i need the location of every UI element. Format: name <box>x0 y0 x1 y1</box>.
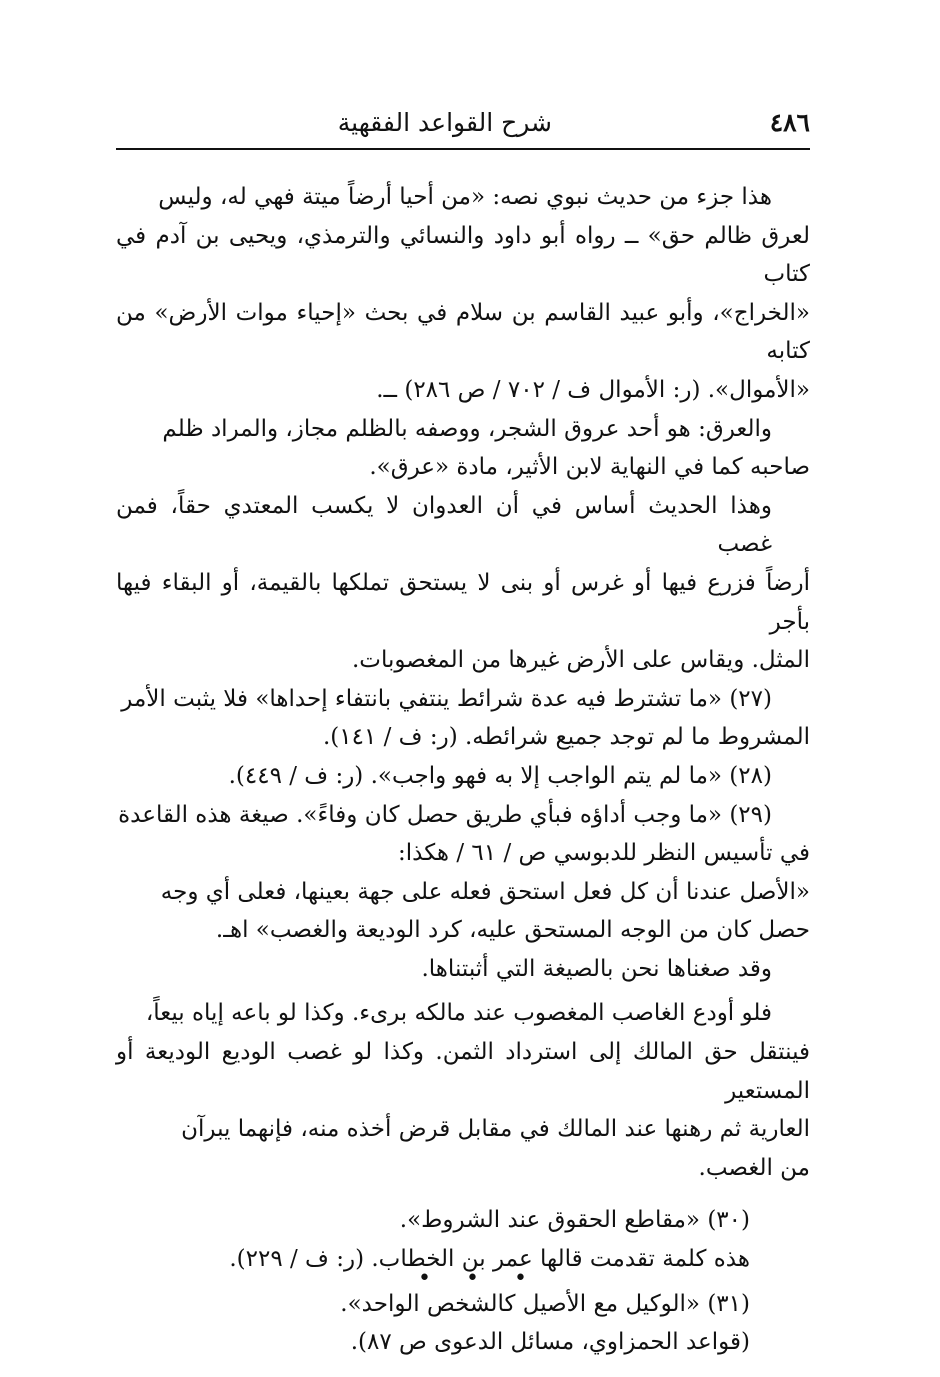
text-line: وقد صغناها نحن بالصيغة التي أثبتناها. <box>421 955 772 982</box>
end-ornament: • • • <box>418 1266 541 1291</box>
text-line: المشروط ما لم توجد جميع شرائطه. (ر: ف / ١٤١). <box>322 724 810 751</box>
text-line: من الغصب. <box>698 1154 810 1181</box>
text-line: في تأسيس النظر للدبوسي ص / ٦١ / هكذا: <box>398 840 810 867</box>
text-line: فلو أودع الغاصب المغصوب عند مالكه برىء. وكذا لو باعه إياه بيعاً، <box>145 1000 772 1027</box>
text-line: «الخراج»، وأبو عبيد القاسم بن سلام في بحث «إحياء موات الأرض» من كتابه <box>116 299 810 365</box>
text-line: والعرق: هو أحد عروق الشجر، ووصفه بالظلم مجاز، والمراد ظلم <box>162 415 772 442</box>
text-line: (قواعد الحمزاوي، مسائل الدعوى ص ٨٧). <box>350 1329 750 1356</box>
text-line: أرضاً فزرع فيها أو غرس أو بنى لا يستحق تملكها بالقيمة، أو البقاء فيها بأجر <box>116 569 810 635</box>
page-header <box>116 108 810 146</box>
text-line: (٣١) «الوكيل مع الأصيل كالشخص الواحد». <box>340 1290 750 1317</box>
text-line: (٢٨) «ما لم يتم الواجب إلا به فهو واجب». (ر: ف / ٤٤٩). <box>228 762 772 789</box>
text-line: المثل. ويقاس على الأرض غيرها من المغصوبات. <box>351 647 810 674</box>
page-body <box>116 178 810 1362</box>
text-line: العارية ثم رهنها عند المالك في مقابل قرض أخذه منه، فإنهما يبرآن <box>181 1116 810 1143</box>
text-line: صاحبه كما في النهاية لابن الأثير، مادة «عرق». <box>369 454 810 481</box>
text-line: لعرق ظالم حق» ــ رواه أبو داود والنسائي والترمذي، ويحيى بن آدم في كتاب <box>116 222 810 288</box>
text-line: (٢٩) «ما وجب أداؤه فبأي طريق حصل كان وفاءً». صيغة هذه القاعدة <box>118 801 772 828</box>
text-line: هذه كلمة تقدمت قالها عمر بن الخطاب. (ر: ف / ٢٢٩). <box>229 1246 750 1273</box>
running-title: شرح القواعد الفقهية <box>337 108 552 137</box>
text-line: «الأموال». (ر: الأموال ف / ٧٠٢ / ص ٢٨٦) ــ. <box>376 376 810 403</box>
text-line: (٣٠) «مقاطع الحقوق عند الشروط». <box>399 1207 750 1234</box>
header-rule <box>116 148 810 150</box>
spacer <box>116 1187 810 1201</box>
text-line: هذا جزء من حديث نبوي نصه: «من أحيا أرضاً ميتة فهي له، وليس <box>158 184 772 210</box>
text-line: (٢٧) «ما تشترط فيه عدة شرائط ينتفي بانتفاء إحداها» فلا يثبت الأمر <box>121 685 772 712</box>
page-number: ٤٨٦ <box>769 108 810 137</box>
text-line: وهذا الحديث أساس في أن العدوان لا يكسب المعتدي حقاً، فمن غصب <box>116 492 772 558</box>
text-line: «الأصل عندنا أن كل فعل استحق فعله على جهة بعينها، فعلى أي وجه <box>160 878 810 905</box>
text-line: فينتقل حق المالك إلى استرداد الثمن. وكذا لو غصب الوديع الوديعة أو المستعير <box>116 1039 810 1104</box>
text-line: حصل كان من الوجه المستحق عليه، كرد الوديعة والغصب» اهـ. <box>215 917 810 944</box>
